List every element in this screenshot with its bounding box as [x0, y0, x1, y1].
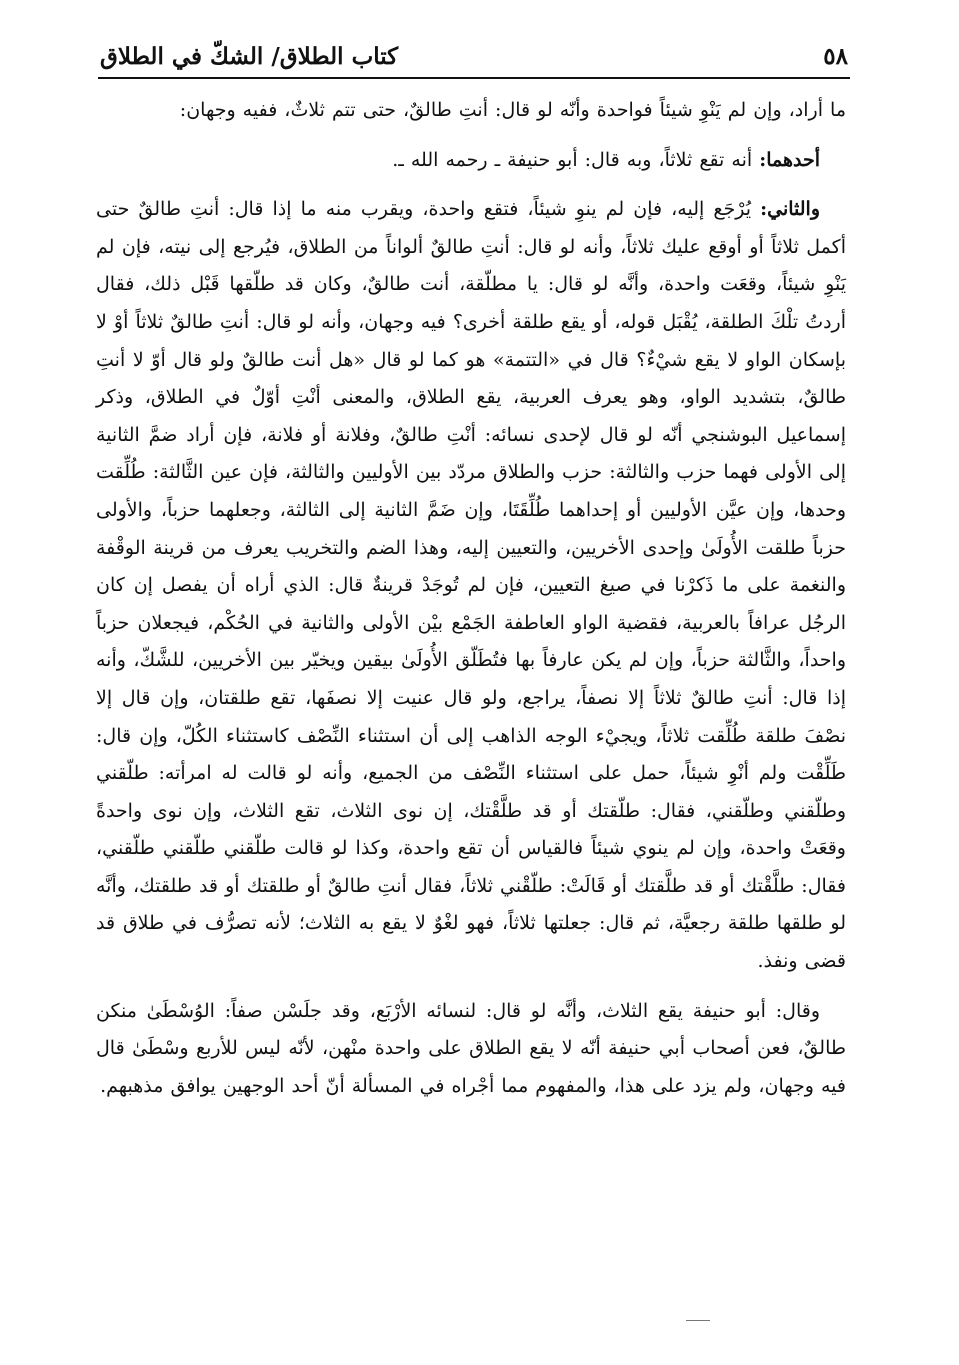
scan-mark — [686, 1320, 710, 1321]
paragraph-3-lead: والثاني: — [760, 198, 820, 221]
paragraph-3-text: يُرْجَع إليه، فإن لم ينوِ شيئاً، فتقع واحدة، ويقرب منه ما إذا قال: أنتِ طالقٌ حتى أكمل ثلاثاً أو أوقع عليك ثلاثاً، وأنه لو قال: أنتِ طالقٌ ألواناً من الطلاق، فيُرجع إلى نيته، فإن لم يَنْوِ شيئاً، وقعَت واحدة، وأنَّه لو قال: يا مطلّقة، أنت طالقٌ، وكان قد طلّقها قَبْل ذلك، فقال أردتُ تلْكَ الطلقة، يُقْبَل قوله، أو يقع طلقة أخرى؟ فيه وجهان، وأنه لو قال: أنتِ طالقٌ ثلاثاً أوْ لا بإسكان الواو لا يقع شيْءٌ؟ قال في «التتمة» هو كما لو قال «هل أنت طالقٌ ولو قال أوّ لا أنتِ طالقٌ، بتشديد الواو، وهو يعرف العربية، يقع الطلاق، والمعنى أنْتِ أوّلٌ في الطلاق، وذكر إسماعيل البوشنجي أنّه لو قال لإحدى نسائه: أنْتِ طالقٌ، وفلانة أو فلانة، فإن أراد ضمَّ الثانية إلى الأولى فهما حزب والثالثة: حزب والطلاق مردّد بين الأوليين والثالثة، فإن عين الثَّالثة: طُلِّقت وحدها، وإن عيَّن الأوليين أو إحداهما طُلِّقَتَا، وإن ضَمَّ الثانية إلى الثالثة، وجعلهما حزباً، والأولى حزباً طلقت الأُولَىٰ وإحدى الأخريين، والتعيين إليه، وهذا الضم والتخريب يعرف من قرينة الوقْفة والنغمة على ما ذَكرْنا في صيغ التعيين، فإن لم تُوجَدْ قرينةٌ قال: الذي أراه أن يفصل إن كان الرجُل عرافاً بالعربية، فقضية الواو العاطفة الجَمْع بيْن الأولى والثانية في الحُكْم، فيجعلان حزباً واحداً، والثَّالثة حزباً، وإن لم يكن عارفاً بها فتُطَلّق الأُولَىٰ بيقين ويخيّر بين الأخريين، للشَّكّ، وأنه إذا قال: أنتِ طالقٌ ثلاثاً إلا نصفاً، يراجع، ولو قال عنيت إلا نصفَها، تقع طلقتان، وإن قال إلا نصْفَ طلقة طُلِّقت ثلاثاً، ويجيْء الوجه الذاهب إلى أن استثناء النِّصْف كاستثناء الكُلّ، وإن قال: طَلِّقْت ولم أنْوِ شيئاً، حمل على استثناء النِّصْف من الجميع، وأنه لو قالت له امرأته: طلّقني وطلّقني وطلّقني، فقال: طلّقتك أو قد طلَّقْتك، إن نوى الثلاث، تقع الثلاث، وإن نوى واحدةً وقعَتْ واحدة، وإن لم ينوي شيئاً فالقياس أن تقع واحدة، وكذا لو قالت طلّقني طلّقني طلّقني، فقال: طلَّقْتك أو قد طلَّقتك أو قَالَتْ: طلّقْني ثلاثاً، فقال أنتِ طالقٌ أو طلقتك أو قد طلقتك، وأنَّه لو طلقها طلقة رجعيَّة، ثم قال: جعلتها ثلاثاً، فهو لغْوٌ لا يقع به الثلاث؛ لأنه تصرُّف في طلاق قد قضى ونفذ. — [96, 198, 846, 973]
paragraph-3 — [96, 191, 846, 980]
paragraph-4: وقال: أبو حنيفة يقع الثلاث، وأنَّه لو قال: لنسائه الأرْبَع، وقد جلَسْن صفاً: الوُسْطَىٰ منكن طالقٌ، فعن أصحاب أبي حنيفة أنّه لا يقع الطلاق على واحدة منْهن، لأنّه ليس للأربع وسْطَىٰ قال فيه وجهان، ولم يزد على هذا، والمفهوم مما أجْراه في المسألة أنّ أحد الوجهين يوافق مذهبهم. — [96, 999, 846, 1097]
paragraph-2-lead: أحدهما: — [759, 148, 820, 171]
paragraph-2 — [96, 142, 846, 180]
running-head — [100, 30, 848, 70]
paragraph-1: ما أراد، وإن لم يَنْوِ شيئاً فواحدة وأنّه لو قال: أنتِ طالقٌ، حتى تتم ثلاثٌ، ففيه وجهان: — [179, 99, 846, 121]
body-text — [96, 92, 846, 1105]
running-title: كتاب الطلاق/ الشكّ في الطلاق — [100, 43, 399, 70]
header-rule — [98, 77, 850, 79]
paragraph-2-text: أنه تقع ثلاثاً، وبه قال: أبو حنيفة ـ رحمه الله ـ. — [392, 148, 760, 171]
page-number: ٥٨ — [823, 43, 848, 70]
